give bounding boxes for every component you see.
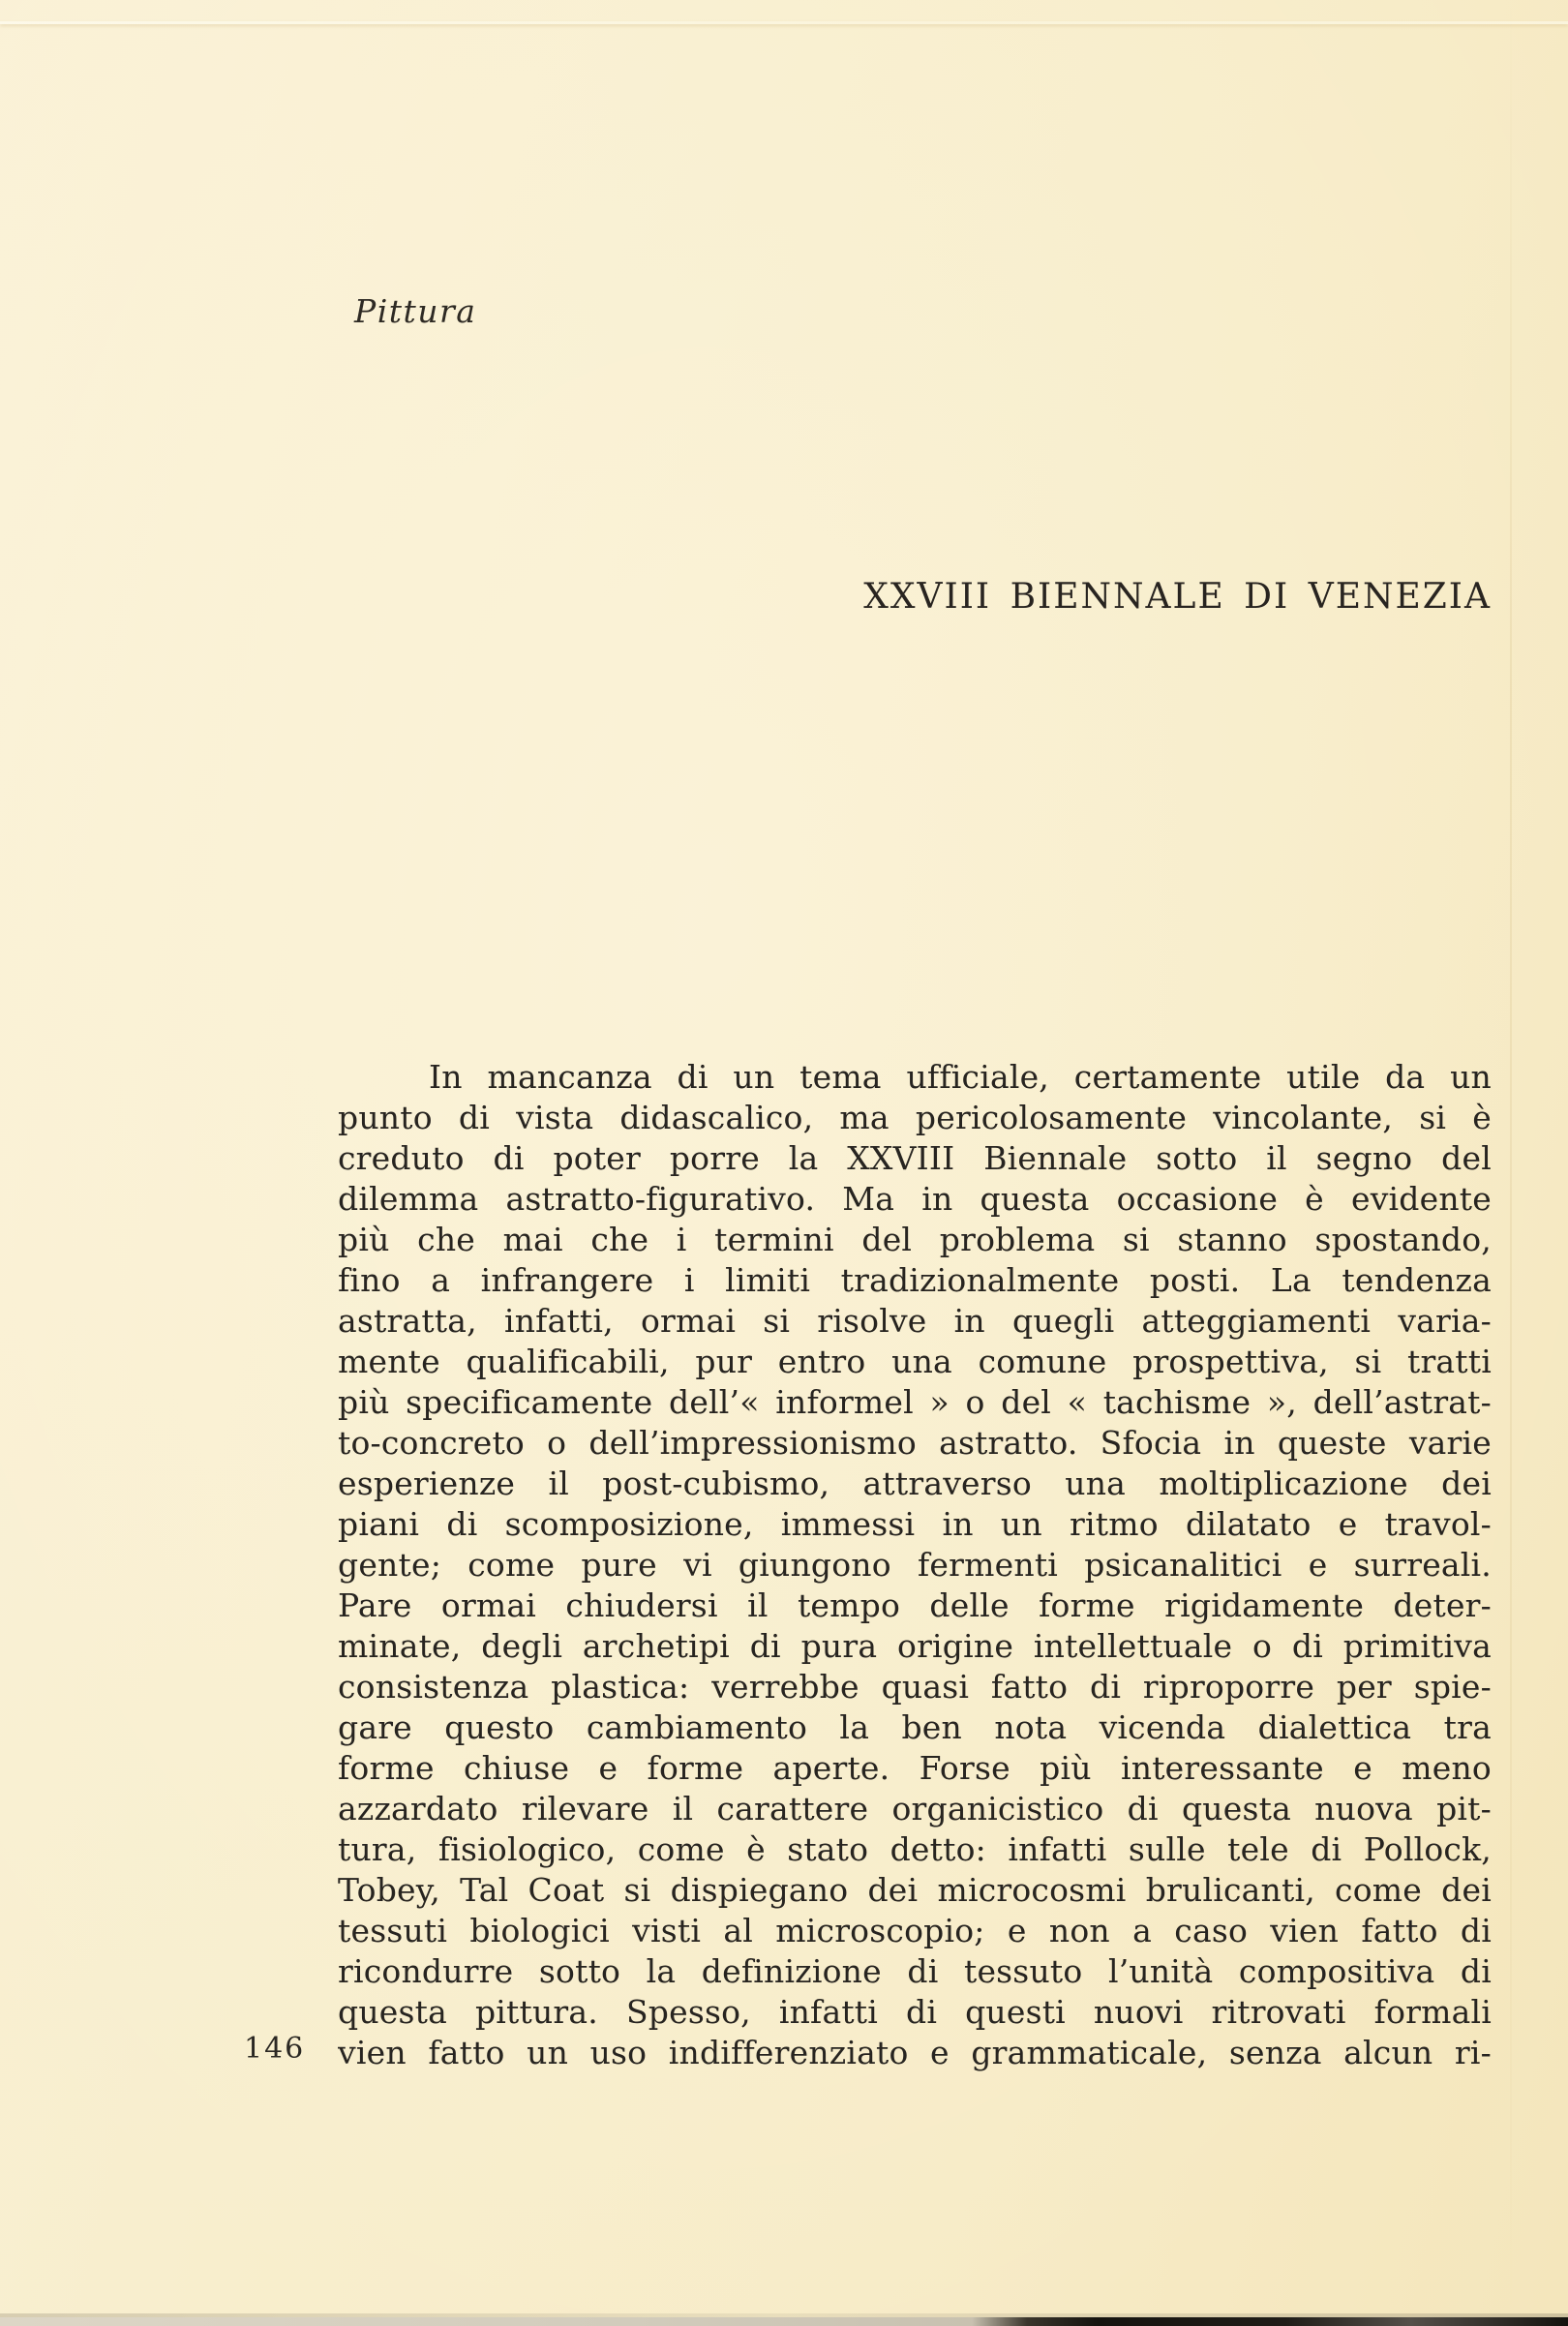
body-line: più che mai che i termini del problema si stanno spostando, <box>338 1221 1492 1258</box>
body-line: fino a infrangere i limiti tradizionalmente posti. La tendenza <box>338 1261 1492 1299</box>
body-line: azzardato rilevare il carattere organicistico di questa nuova pit- <box>338 1790 1492 1828</box>
paper-crease-top <box>0 21 1568 24</box>
body-line: esperienze il post-cubismo, attraverso una moltiplicazione dei <box>338 1465 1492 1502</box>
running-header: Pittura <box>354 292 477 330</box>
body-line: astratta, infatti, ormai si risolve in quegli atteggiamenti varia- <box>338 1302 1492 1340</box>
body-line: mente qualificabili, pur entro una comune prospettiva, si tratti <box>338 1343 1492 1380</box>
body-line: questa pittura. Spesso, infatti di questi nuovi ritrovati formali <box>338 1993 1492 2031</box>
body-line: minate, degli archetipi di pura origine intellettuale o di primitiva <box>338 1627 1492 1665</box>
body-line: tura, fisiologico, come è stato detto: infatti sulle tele di Pollock, <box>338 1830 1492 1868</box>
body-line: consistenza plastica: verrebbe quasi fatto di riproporre per spie- <box>338 1668 1492 1706</box>
body-line: vien fatto un uso indifferenziato e grammaticale, senza alcun ri- <box>338 2034 1492 2071</box>
body-line: to-concreto o dell’impressionismo astratto. Sfocia in queste varie <box>338 1424 1492 1462</box>
body-line: creduto di poter porre la XXVIII Biennale sotto il segno del <box>338 1139 1492 1177</box>
body-line: Pare ormai chiudersi il tempo delle forme rigidamente deter- <box>338 1586 1492 1624</box>
paper-crease-right <box>1510 0 1512 2326</box>
page-title: XXVIII BIENNALE DI VENEZIA <box>863 577 1492 617</box>
body-line: gente; come pure vi giungono fermenti psicanalitici e surreali. <box>338 1546 1492 1584</box>
body-line: più specificamente dell’« informel » o del « tachisme », dell’astrat- <box>338 1383 1492 1421</box>
body-line: ricondurre sotto la definizione di tessuto l’unità compositiva di <box>338 1952 1492 1990</box>
body-line: forme chiuse e forme aperte. Forse più interessante e meno <box>338 1749 1492 1787</box>
body-line: In mancanza di un tema ufficiale, certamente utile da un <box>429 1058 1492 1096</box>
body-line: piani di scomposizione, immessi in un ritmo dilatato e travol- <box>338 1505 1492 1543</box>
body-text <box>338 1057 1492 2073</box>
body-line: Tobey, Tal Coat si dispiegano dei microcosmi brulicanti, come dei <box>338 1871 1492 1909</box>
body-line: punto di vista didascalico, ma pericolosamente vincolante, si è <box>338 1099 1492 1136</box>
scan-edge-bottom <box>0 2317 1568 2326</box>
body-line: tessuti biologici visti al microscopio; e non a caso vien fatto di <box>338 1912 1492 1949</box>
body-line: gare questo cambiamento la ben nota vicenda dialettica tra <box>338 1708 1492 1746</box>
page-number: 146 <box>244 2032 306 2066</box>
body-line: dilemma astratto-figurativo. Ma in questa occasione è evidente <box>338 1180 1492 1218</box>
